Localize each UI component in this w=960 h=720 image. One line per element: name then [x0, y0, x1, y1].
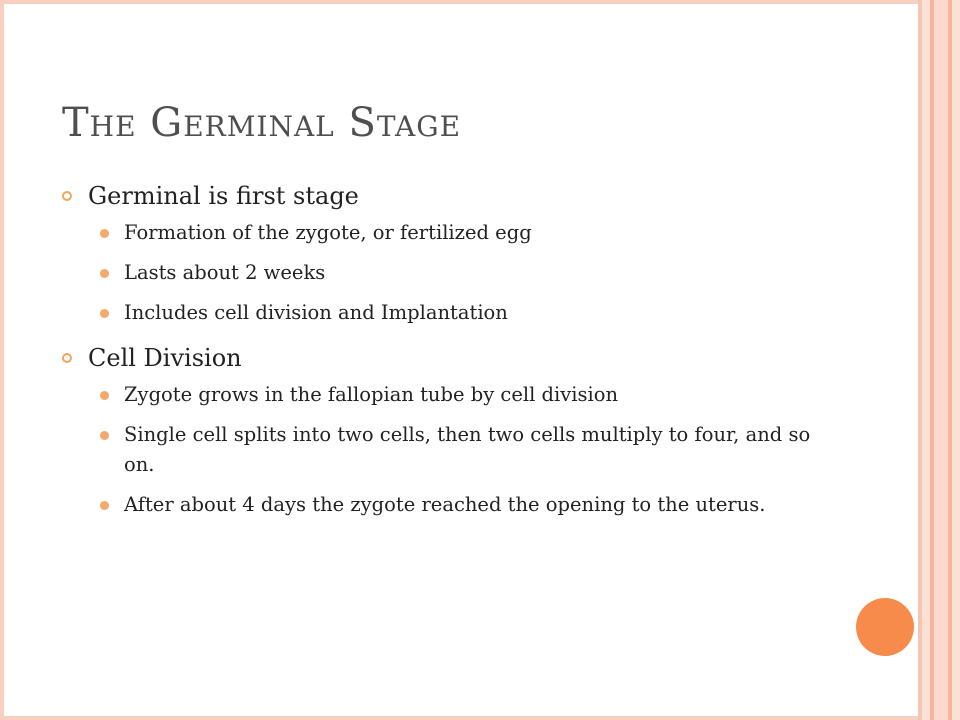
decor-stripe	[952, 0, 960, 720]
list-item-text: Zygote grows in the fallopian tube by cell division	[124, 383, 619, 406]
ring-bullet-icon	[62, 191, 72, 201]
list-item	[62, 218, 842, 248]
section-heading	[62, 176, 842, 216]
slide-title: The Germinal Stage	[62, 100, 462, 146]
decor-circle	[856, 598, 914, 656]
section-heading-text: Cell Division	[88, 344, 242, 372]
list-item-text: Single cell splits into two cells, then two cells multiply to four, and so on.	[124, 423, 811, 476]
list-item-text: After about 4 days the zygote reached the opening to the uterus.	[124, 493, 766, 516]
list-item	[62, 420, 842, 480]
decor-stripe	[934, 0, 948, 720]
dot-bullet-icon	[100, 309, 109, 318]
frame-bottom-border	[0, 716, 920, 720]
list-item	[62, 490, 842, 520]
section-heading	[62, 338, 842, 378]
bullet-list	[62, 218, 842, 328]
dot-bullet-icon	[100, 501, 109, 510]
bullet-list	[62, 380, 842, 520]
list-item-text: Lasts about 2 weeks	[124, 261, 326, 284]
section-heading-text: Germinal is first stage	[88, 182, 359, 210]
list-item	[62, 258, 842, 288]
list-item	[62, 380, 842, 410]
dot-bullet-icon	[100, 269, 109, 278]
list-item-text: Formation of the zygote, or fertilized egg	[124, 221, 532, 244]
frame-top-border	[0, 0, 920, 4]
ring-bullet-icon	[62, 353, 72, 363]
frame-left-border	[0, 0, 4, 720]
dot-bullet-icon	[100, 391, 109, 400]
slide-content	[62, 176, 842, 530]
dot-bullet-icon	[100, 431, 109, 440]
dot-bullet-icon	[100, 229, 109, 238]
list-item-text: Includes cell division and Implantation	[124, 301, 508, 324]
list-item	[62, 298, 842, 328]
decor-stripe	[922, 0, 930, 720]
